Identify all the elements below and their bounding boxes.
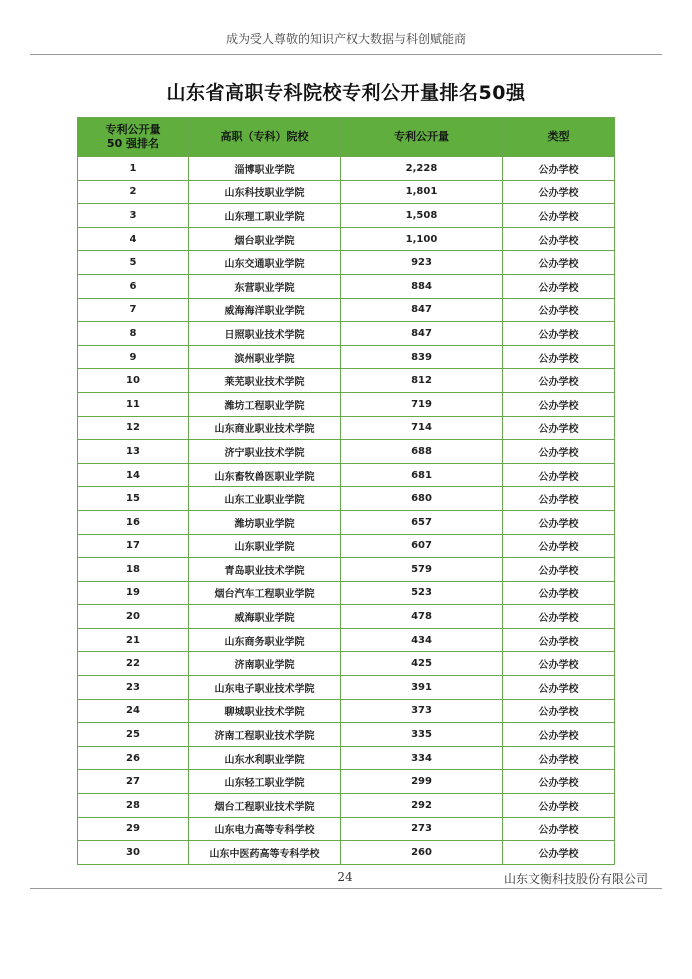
cell-rank: 19 bbox=[78, 581, 189, 605]
cell-school: 潍坊工程职业学院 bbox=[189, 392, 341, 416]
cell-rank: 9 bbox=[78, 345, 189, 369]
cell-count: 681 bbox=[341, 463, 503, 487]
cell-count: 680 bbox=[341, 487, 503, 511]
cell-count: 425 bbox=[341, 652, 503, 676]
table-row bbox=[78, 416, 615, 440]
cell-rank: 20 bbox=[78, 605, 189, 629]
cell-rank: 10 bbox=[78, 369, 189, 393]
cell-rank: 21 bbox=[78, 628, 189, 652]
cell-school: 威海职业学院 bbox=[189, 605, 341, 629]
cell-count: 1,508 bbox=[341, 204, 503, 228]
table-row bbox=[78, 841, 615, 865]
cell-count: 923 bbox=[341, 251, 503, 275]
cell-type: 公办学校 bbox=[503, 204, 615, 228]
column-header-type: 类型 bbox=[503, 118, 615, 157]
cell-school: 山东轻工职业学院 bbox=[189, 770, 341, 794]
cell-count: 847 bbox=[341, 298, 503, 322]
table-row bbox=[78, 510, 615, 534]
column-header-rank bbox=[78, 118, 189, 157]
table-row bbox=[78, 180, 615, 204]
cell-rank: 17 bbox=[78, 534, 189, 558]
cell-count: 260 bbox=[341, 841, 503, 865]
table-row bbox=[78, 157, 615, 181]
ranking-table bbox=[77, 117, 615, 865]
cell-type: 公办学校 bbox=[503, 628, 615, 652]
cell-school: 山东水利职业学院 bbox=[189, 746, 341, 770]
cell-school: 山东科技职业学院 bbox=[189, 180, 341, 204]
cell-rank: 15 bbox=[78, 487, 189, 511]
table-row bbox=[78, 487, 615, 511]
cell-rank: 8 bbox=[78, 322, 189, 346]
table-row bbox=[78, 676, 615, 700]
cell-count: 884 bbox=[341, 274, 503, 298]
cell-school: 滨州职业学院 bbox=[189, 345, 341, 369]
cell-school: 威海海洋职业学院 bbox=[189, 298, 341, 322]
cell-type: 公办学校 bbox=[503, 416, 615, 440]
table-row bbox=[78, 558, 615, 582]
cell-count: 391 bbox=[341, 676, 503, 700]
table-row bbox=[78, 605, 615, 629]
footer-divider bbox=[30, 888, 662, 889]
cell-rank: 13 bbox=[78, 440, 189, 464]
cell-count: 292 bbox=[341, 794, 503, 818]
cell-type: 公办学校 bbox=[503, 251, 615, 275]
table-row bbox=[78, 746, 615, 770]
table-row bbox=[78, 440, 615, 464]
table-row bbox=[78, 652, 615, 676]
cell-rank: 16 bbox=[78, 510, 189, 534]
table-row bbox=[78, 699, 615, 723]
cell-rank: 26 bbox=[78, 746, 189, 770]
cell-count: 847 bbox=[341, 322, 503, 346]
cell-rank: 30 bbox=[78, 841, 189, 865]
cell-type: 公办学校 bbox=[503, 841, 615, 865]
cell-type: 公办学校 bbox=[503, 322, 615, 346]
cell-rank: 7 bbox=[78, 298, 189, 322]
cell-type: 公办学校 bbox=[503, 581, 615, 605]
column-header-rank-line1: 专利公开量 bbox=[105, 123, 161, 136]
page-number: 24 bbox=[337, 870, 353, 884]
cell-school: 山东电子职业技术学院 bbox=[189, 676, 341, 700]
cell-type: 公办学校 bbox=[503, 369, 615, 393]
cell-school: 济南工程职业技术学院 bbox=[189, 723, 341, 747]
cell-count: 299 bbox=[341, 770, 503, 794]
cell-school: 淄博职业学院 bbox=[189, 157, 341, 181]
cell-rank: 27 bbox=[78, 770, 189, 794]
cell-count: 478 bbox=[341, 605, 503, 629]
cell-school: 山东商业职业技术学院 bbox=[189, 416, 341, 440]
cell-rank: 5 bbox=[78, 251, 189, 275]
cell-count: 688 bbox=[341, 440, 503, 464]
cell-school: 山东中医药高等专科学校 bbox=[189, 841, 341, 865]
cell-school: 山东工业职业学院 bbox=[189, 487, 341, 511]
cell-count: 373 bbox=[341, 699, 503, 723]
cell-school: 济南职业学院 bbox=[189, 652, 341, 676]
cell-school: 山东电力高等专科学校 bbox=[189, 817, 341, 841]
cell-school: 烟台汽车工程职业学院 bbox=[189, 581, 341, 605]
cell-type: 公办学校 bbox=[503, 746, 615, 770]
table-row bbox=[78, 298, 615, 322]
cell-school: 山东商务职业学院 bbox=[189, 628, 341, 652]
cell-rank: 14 bbox=[78, 463, 189, 487]
cell-type: 公办学校 bbox=[503, 699, 615, 723]
table-row bbox=[78, 723, 615, 747]
table-row bbox=[78, 392, 615, 416]
table-header-row bbox=[78, 118, 615, 157]
table-row bbox=[78, 274, 615, 298]
cell-type: 公办学校 bbox=[503, 605, 615, 629]
cell-rank: 12 bbox=[78, 416, 189, 440]
cell-rank: 18 bbox=[78, 558, 189, 582]
table-row bbox=[78, 817, 615, 841]
cell-count: 273 bbox=[341, 817, 503, 841]
cell-count: 719 bbox=[341, 392, 503, 416]
cell-school: 聊城职业技术学院 bbox=[189, 699, 341, 723]
cell-school: 日照职业技术学院 bbox=[189, 322, 341, 346]
table-row bbox=[78, 204, 615, 228]
cell-type: 公办学校 bbox=[503, 345, 615, 369]
cell-count: 812 bbox=[341, 369, 503, 393]
cell-count: 607 bbox=[341, 534, 503, 558]
table-row bbox=[78, 322, 615, 346]
cell-rank: 3 bbox=[78, 204, 189, 228]
cell-type: 公办学校 bbox=[503, 510, 615, 534]
cell-rank: 4 bbox=[78, 227, 189, 251]
cell-rank: 22 bbox=[78, 652, 189, 676]
cell-type: 公办学校 bbox=[503, 770, 615, 794]
cell-rank: 24 bbox=[78, 699, 189, 723]
table-row bbox=[78, 227, 615, 251]
cell-count: 714 bbox=[341, 416, 503, 440]
table-row bbox=[78, 369, 615, 393]
cell-school: 山东理工职业学院 bbox=[189, 204, 341, 228]
cell-type: 公办学校 bbox=[503, 534, 615, 558]
header-divider bbox=[30, 54, 662, 55]
cell-school: 青岛职业技术学院 bbox=[189, 558, 341, 582]
cell-school: 莱芜职业技术学院 bbox=[189, 369, 341, 393]
cell-type: 公办学校 bbox=[503, 558, 615, 582]
table-row bbox=[78, 251, 615, 275]
cell-rank: 2 bbox=[78, 180, 189, 204]
cell-count: 1,100 bbox=[341, 227, 503, 251]
cell-school: 济宁职业技术学院 bbox=[189, 440, 341, 464]
table-row bbox=[78, 345, 615, 369]
cell-type: 公办学校 bbox=[503, 794, 615, 818]
cell-count: 523 bbox=[341, 581, 503, 605]
cell-type: 公办学校 bbox=[503, 298, 615, 322]
cell-count: 334 bbox=[341, 746, 503, 770]
cell-rank: 1 bbox=[78, 157, 189, 181]
cell-school: 潍坊职业学院 bbox=[189, 510, 341, 534]
table-row bbox=[78, 770, 615, 794]
cell-school: 山东交通职业学院 bbox=[189, 251, 341, 275]
column-header-count: 专利公开量 bbox=[341, 118, 503, 157]
cell-type: 公办学校 bbox=[503, 227, 615, 251]
cell-school: 山东职业学院 bbox=[189, 534, 341, 558]
cell-rank: 28 bbox=[78, 794, 189, 818]
cell-type: 公办学校 bbox=[503, 652, 615, 676]
page-header: 成为受人尊敬的知识产权大数据与科创赋能商 bbox=[225, 32, 466, 46]
cell-type: 公办学校 bbox=[503, 274, 615, 298]
cell-rank: 29 bbox=[78, 817, 189, 841]
company-name: 山东文衡科技股份有限公司 bbox=[503, 872, 648, 886]
cell-rank: 6 bbox=[78, 274, 189, 298]
cell-type: 公办学校 bbox=[503, 676, 615, 700]
table-row bbox=[78, 534, 615, 558]
column-header-rank-line2: 50 强排名 bbox=[106, 137, 160, 150]
cell-count: 657 bbox=[341, 510, 503, 534]
table-row bbox=[78, 628, 615, 652]
table-row bbox=[78, 794, 615, 818]
cell-count: 1,801 bbox=[341, 180, 503, 204]
cell-rank: 11 bbox=[78, 392, 189, 416]
cell-school: 东营职业学院 bbox=[189, 274, 341, 298]
table-row bbox=[78, 463, 615, 487]
column-header-school: 高职（专科）院校 bbox=[189, 118, 341, 157]
cell-school: 烟台工程职业技术学院 bbox=[189, 794, 341, 818]
cell-count: 335 bbox=[341, 723, 503, 747]
cell-type: 公办学校 bbox=[503, 463, 615, 487]
cell-count: 434 bbox=[341, 628, 503, 652]
cell-type: 公办学校 bbox=[503, 440, 615, 464]
cell-school: 烟台职业学院 bbox=[189, 227, 341, 251]
cell-type: 公办学校 bbox=[503, 487, 615, 511]
cell-type: 公办学校 bbox=[503, 723, 615, 747]
page-title: 山东省高职专科院校专利公开量排名50强 bbox=[166, 82, 526, 104]
cell-rank: 25 bbox=[78, 723, 189, 747]
cell-count: 2,228 bbox=[341, 157, 503, 181]
cell-school: 山东畜牧兽医职业学院 bbox=[189, 463, 341, 487]
table-row bbox=[78, 581, 615, 605]
cell-type: 公办学校 bbox=[503, 157, 615, 181]
cell-count: 839 bbox=[341, 345, 503, 369]
cell-type: 公办学校 bbox=[503, 180, 615, 204]
cell-rank: 23 bbox=[78, 676, 189, 700]
cell-type: 公办学校 bbox=[503, 392, 615, 416]
cell-type: 公办学校 bbox=[503, 817, 615, 841]
cell-count: 579 bbox=[341, 558, 503, 582]
